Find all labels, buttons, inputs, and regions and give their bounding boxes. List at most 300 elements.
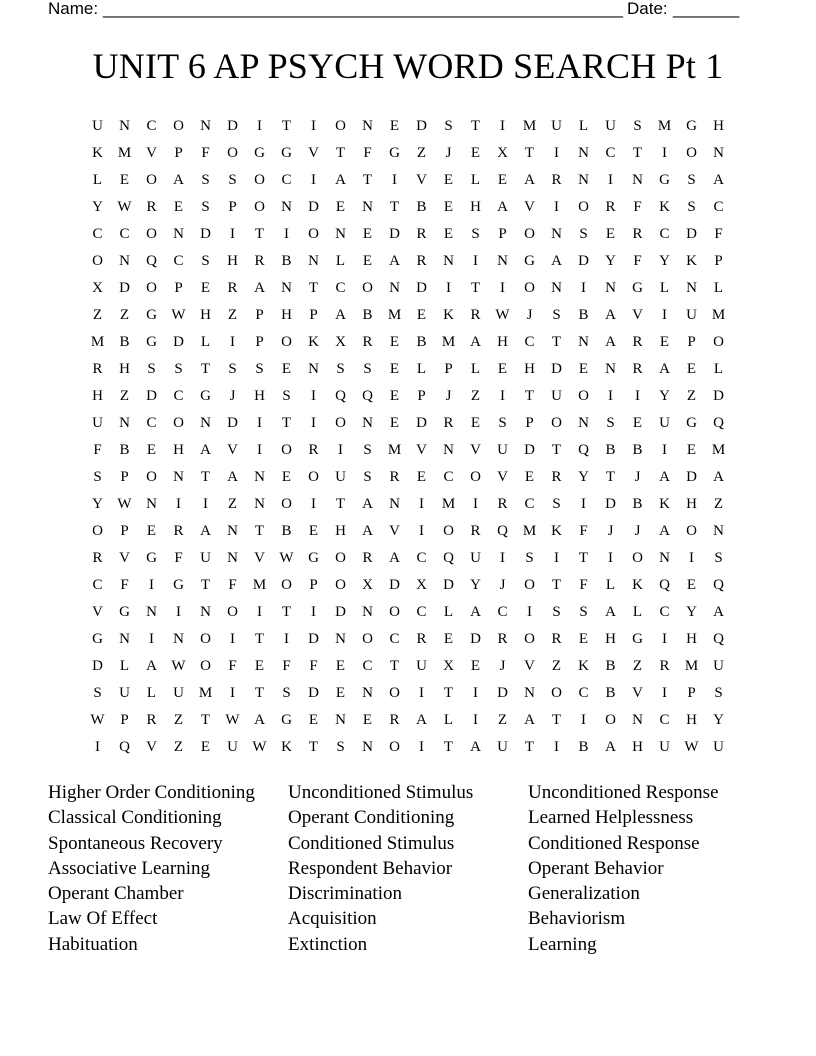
grid-letter: K xyxy=(281,739,292,755)
grid-letter: O xyxy=(362,631,373,647)
grid-letter: O xyxy=(146,226,157,242)
grid-letter: N xyxy=(686,280,697,296)
grid-letter: S xyxy=(444,118,453,134)
grid-letter: G xyxy=(173,577,184,593)
grid-letter: B xyxy=(416,199,427,215)
grid-letter: R xyxy=(443,415,454,431)
word-list-item: Discrimination xyxy=(288,883,402,905)
grid-letter: N xyxy=(173,226,184,242)
grid-letter: A xyxy=(389,550,400,566)
grid-letter: S xyxy=(228,172,237,188)
grid-letter: G xyxy=(632,631,643,647)
grid-letter: E xyxy=(416,469,427,485)
grid-letter: E xyxy=(389,415,400,431)
grid-letter: T xyxy=(551,442,562,458)
grid-letter: I xyxy=(473,496,478,512)
grid-row xyxy=(84,248,732,275)
grid-letter: N xyxy=(200,118,211,134)
grid-letter: O xyxy=(470,469,481,485)
grid-letter: D xyxy=(605,496,616,512)
grid-letter: U xyxy=(227,739,238,755)
grid-letter: N xyxy=(119,253,130,269)
grid-letter: C xyxy=(524,496,535,512)
grid-letter: I xyxy=(581,496,586,512)
grid-letter: D xyxy=(227,415,238,431)
grid-letter: R xyxy=(389,469,400,485)
grid-letter: I xyxy=(284,631,289,647)
grid-letter: M xyxy=(252,577,267,593)
grid-letter: R xyxy=(173,523,184,539)
grid-letter: O xyxy=(713,334,724,350)
grid-letter: W xyxy=(252,739,267,755)
grid-letter: A xyxy=(470,604,481,620)
grid-letter: B xyxy=(605,442,616,458)
grid-letter: O xyxy=(389,739,400,755)
grid-letter: E xyxy=(443,199,454,215)
grid-letter: X xyxy=(416,577,427,593)
grid-letter: N xyxy=(308,253,319,269)
grid-letter: N xyxy=(578,334,589,350)
grid-letter: S xyxy=(579,226,588,242)
grid-letter: C xyxy=(173,253,184,269)
grid-letter: D xyxy=(713,388,724,404)
grid-letter: D xyxy=(308,631,319,647)
grid-letter: A xyxy=(254,280,265,296)
grid-letter: H xyxy=(335,523,346,539)
grid-letter: R xyxy=(92,550,103,566)
grid-letter: M xyxy=(387,442,402,458)
word-list-item: Spontaneous Recovery xyxy=(48,832,223,854)
word-list-item: Conditioned Response xyxy=(528,832,700,854)
grid-letter: R xyxy=(227,280,238,296)
grid-row xyxy=(84,383,732,410)
grid-letter: G xyxy=(281,712,292,728)
grid-letter: D xyxy=(416,118,427,134)
grid-letter: Z xyxy=(632,658,643,674)
grid-letter: O xyxy=(227,604,238,620)
grid-letter: Q xyxy=(335,388,346,404)
grid-letter: N xyxy=(173,631,184,647)
grid-letter: F xyxy=(93,442,102,458)
grid-letter: G xyxy=(686,415,697,431)
grid-letter: S xyxy=(552,604,561,620)
grid-letter: S xyxy=(336,739,345,755)
grid-letter: H xyxy=(254,388,265,404)
grid-letter: R xyxy=(470,307,481,323)
grid-letter: F xyxy=(363,145,372,161)
grid-letter: E xyxy=(686,442,697,458)
grid-letter: U xyxy=(659,415,670,431)
grid-letter: R xyxy=(470,523,481,539)
name-blank: _______________________________________________________ xyxy=(103,0,624,18)
grid-letter: R xyxy=(497,631,508,647)
grid-row xyxy=(84,275,732,302)
grid-row xyxy=(84,437,732,464)
grid-letter: U xyxy=(335,469,346,485)
grid-letter: X xyxy=(497,145,508,161)
grid-letter: T xyxy=(308,280,319,296)
grid-letter: A xyxy=(605,307,616,323)
grid-letter: G xyxy=(119,604,130,620)
grid-letter: G xyxy=(524,253,535,269)
grid-letter: N xyxy=(362,739,373,755)
grid-letter: B xyxy=(632,442,643,458)
grid-letter: N xyxy=(281,280,292,296)
grid-letter: T xyxy=(470,118,481,134)
grid-letter: N xyxy=(173,469,184,485)
grid-letter: R xyxy=(497,496,508,512)
grid-letter: T xyxy=(551,334,562,350)
grid-letter: O xyxy=(335,118,346,134)
grid-letter: T xyxy=(254,631,265,647)
grid-letter: P xyxy=(714,253,723,269)
word-list-item: Extinction xyxy=(288,933,368,955)
grid-letter: O xyxy=(524,226,535,242)
grid-letter: C xyxy=(659,226,670,242)
grid-letter: N xyxy=(497,253,508,269)
grid-letter: R xyxy=(632,334,643,350)
grid-row xyxy=(84,356,732,383)
grid-letter: S xyxy=(93,685,102,701)
grid-row xyxy=(84,518,732,545)
grid-letter: R xyxy=(551,172,562,188)
grid-letter: G xyxy=(659,172,670,188)
grid-letter: N xyxy=(254,496,265,512)
grid-letter: N xyxy=(146,604,157,620)
grid-letter: E xyxy=(470,145,481,161)
grid-letter: O xyxy=(524,577,535,593)
grid-letter: L xyxy=(659,280,670,296)
grid-letter: A xyxy=(362,523,373,539)
grid-letter: D xyxy=(443,577,454,593)
grid-letter: I xyxy=(662,145,667,161)
grid-letter: W xyxy=(171,658,186,674)
name-label: Name: xyxy=(48,0,99,18)
grid-letter: O xyxy=(173,415,184,431)
grid-letter: Z xyxy=(497,712,508,728)
grid-letter: C xyxy=(146,118,157,134)
grid-letter: C xyxy=(389,631,400,647)
grid-letter: A xyxy=(605,604,616,620)
grid-letter: D xyxy=(173,334,184,350)
grid-letter: A xyxy=(200,442,211,458)
grid-letter: T xyxy=(281,604,292,620)
grid-row xyxy=(84,734,732,761)
grid-letter: I xyxy=(149,631,154,647)
grid-letter: I xyxy=(419,523,424,539)
grid-letter: H xyxy=(173,442,184,458)
grid-letter: H xyxy=(524,361,535,377)
grid-letter: T xyxy=(578,550,589,566)
grid-letter: R xyxy=(551,631,562,647)
grid-letter: T xyxy=(200,577,211,593)
grid-letter: E xyxy=(335,685,346,701)
word-list-item: Learned Helplessness xyxy=(528,807,694,829)
grid-letter: E xyxy=(470,415,481,431)
grid-letter: I xyxy=(176,496,181,512)
grid-letter: P xyxy=(417,388,426,404)
grid-letter: T xyxy=(551,577,562,593)
grid-letter: T xyxy=(470,280,481,296)
grid-letter: I xyxy=(500,280,505,296)
grid-row xyxy=(84,572,732,599)
grid-letter: S xyxy=(363,361,372,377)
grid-letter: O xyxy=(281,496,292,512)
grid-letter: F xyxy=(579,523,588,539)
grid-letter: G xyxy=(632,280,643,296)
grid-letter: N xyxy=(308,361,319,377)
grid-letter: D xyxy=(200,226,211,242)
grid-letter: I xyxy=(581,712,586,728)
grid-letter: I xyxy=(392,172,397,188)
grid-letter: H xyxy=(686,631,697,647)
word-list-item: Unconditioned Stimulus xyxy=(288,782,474,803)
grid-letter: Q xyxy=(146,253,157,269)
grid-letter: U xyxy=(92,118,103,134)
grid-letter: K xyxy=(659,199,670,215)
grid-row xyxy=(84,491,732,518)
grid-letter: I xyxy=(608,550,613,566)
grid-letter: P xyxy=(525,415,534,431)
grid-letter: I xyxy=(203,496,208,512)
grid-row xyxy=(84,221,732,248)
grid-letter: I xyxy=(662,442,667,458)
grid-letter: H xyxy=(686,496,697,512)
grid-letter: H xyxy=(632,739,643,755)
grid-letter: G xyxy=(389,145,400,161)
grid-letter: I xyxy=(608,388,613,404)
grid-letter: Z xyxy=(173,739,184,755)
grid-letter: N xyxy=(578,415,589,431)
grid-letter: O xyxy=(443,523,454,539)
grid-letter: M xyxy=(522,523,537,539)
grid-letter: L xyxy=(416,361,427,377)
grid-letter: I xyxy=(257,415,262,431)
grid-letter: T xyxy=(362,172,373,188)
grid-letter: D xyxy=(389,226,400,242)
grid-letter: I xyxy=(230,685,235,701)
grid-letter: N xyxy=(713,145,724,161)
grid-letter: K xyxy=(551,523,562,539)
grid-letter: B xyxy=(605,685,616,701)
grid-letter: V xyxy=(389,523,400,539)
grid-letter: I xyxy=(149,577,154,593)
word-list-item: Behaviorism xyxy=(528,908,626,930)
grid-letter: I xyxy=(338,442,343,458)
grid-letter: A xyxy=(173,172,184,188)
grid-letter: X xyxy=(92,280,103,296)
grid-letter: A xyxy=(659,469,670,485)
grid-letter: A xyxy=(659,523,670,539)
grid-letter: N xyxy=(119,415,130,431)
grid-letter: O xyxy=(254,199,265,215)
grid-letter: H xyxy=(605,631,616,647)
grid-letter: E xyxy=(362,226,373,242)
grid-letter: U xyxy=(551,388,562,404)
grid-letter: N xyxy=(335,631,346,647)
grid-row xyxy=(84,302,732,329)
grid-letter: T xyxy=(200,712,211,728)
grid-letter: E xyxy=(389,334,400,350)
grid-letter: Q xyxy=(362,388,373,404)
grid-letter: I xyxy=(554,199,559,215)
grid-row xyxy=(84,140,732,167)
grid-letter: Q xyxy=(497,523,508,539)
grid-letter: E xyxy=(497,172,508,188)
grid-letter: I xyxy=(608,172,613,188)
grid-letter: B xyxy=(578,739,589,755)
grid-letter: C xyxy=(119,226,130,242)
grid-letter: R xyxy=(416,253,427,269)
grid-letter: T xyxy=(308,739,319,755)
grid-letter: T xyxy=(335,145,346,161)
grid-letter: U xyxy=(551,118,562,134)
word-list-item: Associative Learning xyxy=(48,857,210,879)
grid-letter: F xyxy=(174,550,183,566)
grid-letter: Z xyxy=(686,388,697,404)
grid-letter: S xyxy=(471,226,480,242)
grid-letter: N xyxy=(605,280,616,296)
grid-letter: Y xyxy=(470,577,481,593)
grid-letter: V xyxy=(416,442,427,458)
grid-letter: R xyxy=(254,253,265,269)
grid-letter: D xyxy=(416,280,427,296)
grid-letter: H xyxy=(227,253,238,269)
grid-letter: E xyxy=(578,631,589,647)
grid-letter: N xyxy=(659,550,670,566)
grid-letter: C xyxy=(497,604,508,620)
grid-letter: S xyxy=(498,415,507,431)
grid-row xyxy=(84,707,732,734)
grid-letter: V xyxy=(632,685,643,701)
grid-letter: D xyxy=(389,577,400,593)
grid-letter: E xyxy=(308,523,319,539)
grid-letter: T xyxy=(605,469,616,485)
grid-letter: L xyxy=(470,361,481,377)
grid-letter: K xyxy=(443,307,454,323)
grid-letter: N xyxy=(551,226,562,242)
grid-letter: S xyxy=(687,199,696,215)
grid-letter: R xyxy=(146,712,157,728)
grid-letter: T xyxy=(632,145,643,161)
grid-letter: N xyxy=(551,280,562,296)
grid-letter: Y xyxy=(686,604,697,620)
grid-letter: E xyxy=(416,307,427,323)
grid-letter: U xyxy=(173,685,184,701)
grid-row xyxy=(84,329,732,356)
grid-letter: E xyxy=(362,253,373,269)
grid-letter: O xyxy=(281,577,292,593)
word-list-item: Acquisition xyxy=(288,908,377,930)
grid-letter: D xyxy=(308,199,319,215)
grid-letter: A xyxy=(659,361,670,377)
grid-letter: T xyxy=(335,496,346,512)
grid-letter: Z xyxy=(119,388,130,404)
grid-letter: S xyxy=(714,685,723,701)
grid-letter: L xyxy=(713,361,724,377)
grid-letter: Z xyxy=(713,496,724,512)
grid-letter: O xyxy=(686,523,697,539)
grid-letter: Z xyxy=(173,712,184,728)
word-list-item: Respondent Behavior xyxy=(288,857,453,879)
grid-letter: I xyxy=(689,550,694,566)
grid-letter: V xyxy=(146,739,157,755)
grid-letter: U xyxy=(92,415,103,431)
grid-letter: U xyxy=(200,550,211,566)
word-list-item: Higher Order Conditioning xyxy=(48,782,255,803)
grid-letter: D xyxy=(497,685,508,701)
grid-letter: M xyxy=(711,442,726,458)
grid-letter: A xyxy=(713,469,724,485)
grid-letter: D xyxy=(524,442,535,458)
grid-letter: G xyxy=(254,145,265,161)
grid-letter: E xyxy=(605,226,616,242)
grid-letter: E xyxy=(578,361,589,377)
grid-letter: F xyxy=(120,577,129,593)
grid-letter: P xyxy=(228,199,237,215)
grid-letter: N xyxy=(200,415,211,431)
grid-letter: L xyxy=(443,604,454,620)
grid-letter: G xyxy=(686,118,697,134)
grid-letter: I xyxy=(473,685,478,701)
grid-letter: C xyxy=(173,388,184,404)
grid-letter: L xyxy=(470,172,481,188)
grid-letter: X xyxy=(335,334,346,350)
grid-letter: T xyxy=(524,739,535,755)
grid-letter: I xyxy=(662,631,667,647)
grid-letter: S xyxy=(201,199,210,215)
grid-letter: A xyxy=(335,172,346,188)
grid-letter: A xyxy=(713,172,724,188)
grid-letter: O xyxy=(254,172,265,188)
grid-letter: J xyxy=(526,307,533,323)
grid-letter: L xyxy=(578,118,589,134)
grid-letter: F xyxy=(309,658,318,674)
grid-letter: I xyxy=(257,118,262,134)
grid-letter: N xyxy=(632,172,643,188)
grid-letter: T xyxy=(389,658,400,674)
grid-letter: I xyxy=(662,307,667,323)
grid-letter: D xyxy=(308,685,319,701)
grid-letter: C xyxy=(416,550,427,566)
grid-letter: C xyxy=(659,604,670,620)
grid-letter: I xyxy=(473,253,478,269)
grid-letter: X xyxy=(362,577,373,593)
grid-letter: B xyxy=(119,442,130,458)
grid-letter: M xyxy=(90,334,105,350)
grid-letter: D xyxy=(416,415,427,431)
word-list-item: Generalization xyxy=(528,883,640,905)
grid-letter: N xyxy=(632,712,643,728)
grid-letter: L xyxy=(605,577,616,593)
grid-letter: E xyxy=(497,361,508,377)
grid-letter: E xyxy=(632,415,643,431)
grid-letter: Z xyxy=(416,145,427,161)
grid-row xyxy=(84,113,732,140)
grid-letter: H xyxy=(200,307,211,323)
grid-letter: I xyxy=(311,388,316,404)
grid-letter: A xyxy=(200,523,211,539)
grid-letter: B xyxy=(605,658,616,674)
grid-letter: A xyxy=(713,604,724,620)
grid-letter: N xyxy=(605,361,616,377)
grid-letter: E xyxy=(200,739,211,755)
grid-letter: Y xyxy=(578,469,589,485)
grid-letter: E xyxy=(173,199,184,215)
word-list-item: Unconditioned Response xyxy=(528,782,719,803)
grid-letter: D xyxy=(686,469,697,485)
grid-letter: J xyxy=(499,577,506,593)
